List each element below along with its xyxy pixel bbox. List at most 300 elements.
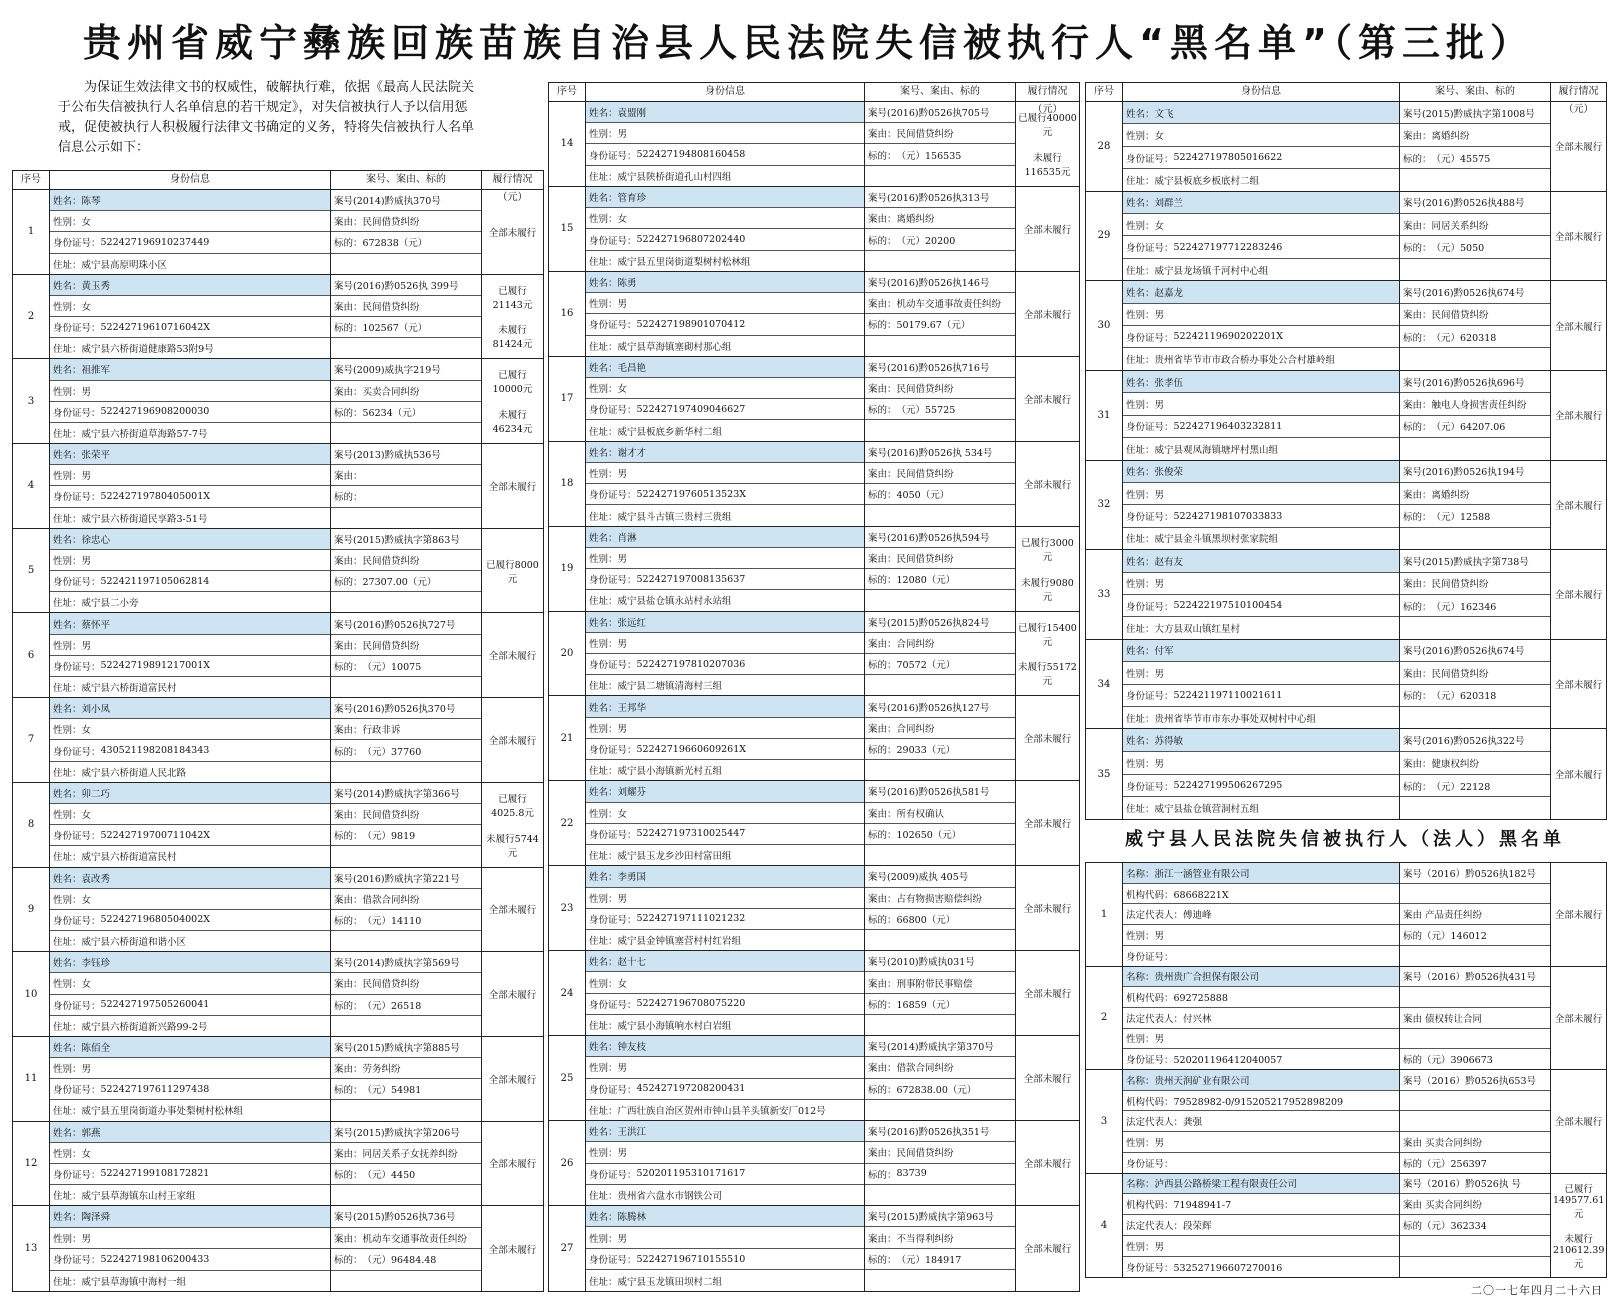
cause-value: 同居关系子女抚养纠纷	[362, 1148, 458, 1160]
id-number-field	[50, 571, 330, 592]
gender-value: 女	[1154, 220, 1165, 232]
gender-field	[50, 1228, 330, 1249]
case-cell	[331, 444, 482, 528]
address-label: 住址：	[53, 683, 82, 695]
cause-value: 民间借贷纠纷	[896, 129, 954, 141]
gender-label: 性别：	[53, 1233, 82, 1245]
case-label: 案号	[868, 362, 888, 374]
address-value: 威宁县玉龙乡沙田村富田组	[617, 851, 732, 863]
gender-value: 女	[81, 301, 92, 313]
address-value: 威宁县小海镇新光村五组	[617, 766, 723, 778]
gender-label: 性别：	[589, 1233, 618, 1245]
id-value: 522427196403232811	[1173, 420, 1283, 432]
cause-field	[331, 719, 481, 740]
performance-status: 全部未履行	[488, 1244, 537, 1256]
name-label: 姓名：	[589, 277, 618, 289]
cause-label: 案由：	[334, 386, 363, 398]
id-value: 52242719700711042X	[100, 829, 211, 841]
id-label: 身份证号：	[1126, 332, 1174, 344]
gender-value: 男	[617, 553, 628, 565]
blank-cell	[1400, 438, 1550, 459]
corporate-info-cell	[1123, 967, 1400, 1070]
name-field	[50, 1037, 330, 1058]
performance-cell	[1551, 371, 1606, 460]
table-row	[1086, 640, 1606, 730]
amount-field	[865, 654, 1015, 675]
performance-status: 全部未履行	[1023, 394, 1072, 406]
performance-status: 全部未履行	[1023, 224, 1072, 236]
gender-value: 男	[81, 556, 92, 567]
case-cell	[865, 696, 1016, 780]
row-number: 29	[1086, 192, 1123, 281]
id-value: 522421197105062814	[100, 575, 210, 587]
address-field	[586, 336, 864, 356]
performance-cell	[1551, 729, 1606, 819]
case-number-field	[331, 952, 481, 973]
id-value: 522427196710155510	[636, 1253, 746, 1265]
header-perf: 履行情况（元）	[1558, 86, 1599, 115]
amount-field	[1400, 326, 1550, 348]
performance-status: 已履行10000元	[492, 370, 533, 396]
cause-label: 案由：	[334, 979, 363, 991]
case-value: (2014)黔威执字第370号	[887, 1042, 994, 1054]
table-row	[1086, 729, 1606, 819]
case-label: 案号	[868, 872, 888, 884]
name-label: 姓名：	[53, 704, 82, 716]
gender-value: 男	[617, 723, 628, 735]
name-value: 袁改秀	[81, 873, 111, 885]
case-number-field	[331, 444, 481, 465]
address-field	[1123, 169, 1399, 190]
name-value: 祖推军	[81, 365, 111, 377]
corporate-case-line	[1400, 946, 1550, 966]
id-value: 522427197712283246	[1173, 241, 1283, 253]
performance-status: 全部未履行	[488, 651, 537, 663]
blank-cell	[331, 1271, 481, 1291]
performance-status: 全部未履行	[1554, 411, 1603, 423]
performance-status: 全部未履行	[1554, 1117, 1603, 1129]
address-field	[1123, 528, 1399, 549]
gender-value: 女	[81, 894, 92, 906]
amount-field	[1400, 236, 1550, 258]
amount-value: 16859（元）	[896, 999, 956, 1011]
name-value: 张俊荣	[1154, 467, 1184, 479]
name-value: 肖淋	[617, 532, 637, 544]
amount-label: 标的：	[334, 1169, 363, 1181]
amount-value: （元）20200	[896, 235, 956, 247]
gender-value: 男	[617, 638, 628, 650]
performance-status: 全部未履行	[488, 1074, 537, 1086]
gender-field	[586, 1227, 864, 1248]
gender-label: 性别：	[589, 723, 618, 735]
gender-field	[586, 293, 864, 314]
address-value: 威宁县盐仓镇永站村永站组	[617, 596, 732, 608]
blank-cell	[865, 336, 1015, 356]
id-value: 522427194808160458	[636, 149, 746, 161]
case-value: (2016)黔0526执 399号	[353, 280, 459, 292]
case-label: 案号	[868, 193, 888, 205]
row-number: 4	[1086, 1174, 1123, 1278]
table-row	[549, 1206, 1079, 1291]
name-label: 姓名：	[589, 1127, 618, 1139]
table-row	[13, 359, 543, 444]
case-number-field	[1400, 461, 1550, 483]
name-label: 姓名：	[589, 617, 618, 629]
row-number: 12	[13, 1122, 50, 1206]
blank-cell	[331, 931, 481, 951]
name-label: 姓名：	[53, 958, 82, 970]
gender-label: 性别：	[53, 894, 82, 906]
cause-label: 案由：	[868, 1148, 897, 1160]
list-column-3	[1085, 82, 1607, 820]
name-label: 姓名：	[589, 193, 618, 205]
id-value: 522427196708075220	[636, 998, 746, 1010]
name-field	[586, 442, 864, 463]
gender-value: 女	[617, 808, 628, 820]
blank-cell	[331, 1100, 481, 1120]
case-label: 案号	[1403, 377, 1423, 389]
corporate-case-line: 标的（元）362334	[1400, 1215, 1550, 1236]
case-value: (2016)黔0526执696号	[1422, 377, 1525, 389]
address-field	[1123, 707, 1399, 728]
performance-cell	[1016, 187, 1079, 271]
row-number: 27	[549, 1206, 586, 1291]
address-value: 威宁县六桥街道新兴路99-2号	[81, 1021, 208, 1033]
id-label: 身份证号：	[589, 1084, 637, 1096]
address-field	[1123, 617, 1399, 638]
id-number-field	[50, 317, 330, 338]
cause-field	[865, 972, 1015, 993]
case-value: (2016)黔0526执705号	[887, 108, 990, 120]
cause-label: 案由：	[868, 299, 897, 311]
performance-status: 全部未履行	[1554, 910, 1603, 922]
address-label: 住址：	[589, 851, 618, 863]
cause-field	[331, 211, 481, 232]
row-number: 5	[13, 529, 50, 613]
cause-value: 同居关系纠纷	[1431, 220, 1489, 232]
performance-cell	[1551, 281, 1606, 370]
corporate-info-line: 性别：男	[1123, 925, 1399, 946]
cause-value: 机动车交通事故责任纠纷	[896, 299, 1002, 311]
id-label: 身份证号：	[589, 150, 637, 162]
name-value: 徐忠心	[81, 534, 111, 546]
blank-cell	[865, 1100, 1015, 1120]
name-label: 姓名：	[53, 365, 82, 377]
id-label: 身份证号：	[589, 490, 637, 502]
case-label: 案号	[868, 1042, 888, 1054]
performance-status: 全部未履行	[1023, 989, 1072, 1001]
case-cell	[1400, 371, 1551, 460]
case-label: 案号	[868, 957, 888, 969]
case-label: 案号	[334, 196, 354, 208]
cause-value: 民间借贷纠纷	[896, 469, 954, 481]
amount-label: 标的：	[1403, 512, 1432, 524]
corporate-row	[1086, 1174, 1606, 1278]
performance-status: 未履行46234元	[492, 410, 533, 436]
id-number-field	[50, 1249, 330, 1270]
case-cell	[331, 783, 482, 867]
id-value: 522427196807202440	[636, 234, 746, 245]
identity-cell	[50, 275, 331, 359]
case-value: (2013)黔威执536号	[353, 450, 441, 462]
cause-field	[865, 548, 1015, 569]
address-value: 威宁县高原明珠小区	[81, 259, 168, 271]
case-number-field	[865, 357, 1015, 378]
id-number-field	[1123, 326, 1399, 348]
name-label: 姓名：	[1126, 198, 1155, 210]
address-field	[586, 845, 864, 865]
case-number-field	[331, 698, 481, 719]
case-number-field	[865, 442, 1015, 463]
address-value: 贵州省六盘水市钢铁公司	[617, 1190, 723, 1202]
case-number-field	[331, 1206, 481, 1227]
id-value: 520201195310171617	[636, 1168, 746, 1180]
row-number: 4	[13, 444, 50, 528]
address-field	[50, 338, 330, 358]
cause-label: 案由：	[868, 469, 897, 481]
performance-cell	[482, 275, 543, 359]
case-value: (2016)黔0526执674号	[1422, 287, 1525, 299]
address-label: 住址：	[53, 513, 82, 525]
name-value: 付军	[1154, 646, 1174, 658]
cause-value: 占有物损害赔偿纠纷	[896, 893, 983, 905]
case-value: (2014)黔威执字第569号	[353, 958, 460, 970]
id-label: 身份证号：	[53, 492, 101, 504]
address-label: 住址：	[589, 681, 618, 693]
row-number: 31	[1086, 371, 1123, 460]
name-field	[1123, 281, 1399, 303]
id-number-field	[1123, 236, 1399, 258]
cause-value: 借款合同纠纷	[896, 1063, 954, 1075]
address-value: 威宁县草海镇东山村王家组	[81, 1191, 196, 1203]
row-number: 35	[1086, 729, 1123, 819]
amount-label: 标的：	[334, 492, 363, 504]
case-number-field	[865, 272, 1015, 293]
amount-label: 标的：	[1403, 153, 1432, 165]
address-label: 住址：	[1126, 355, 1155, 367]
name-value: 黄玉秀	[81, 280, 111, 292]
case-cell	[865, 1206, 1016, 1291]
table-row	[549, 781, 1079, 866]
blank-cell	[865, 760, 1015, 780]
gender-value: 女	[617, 214, 628, 226]
case-value: (2015)黔0526执736号	[353, 1212, 456, 1224]
performance-status: 全部未履行	[1023, 479, 1072, 491]
address-value: 威宁县六桥街道和谐小区	[81, 937, 187, 949]
case-label: 案号	[1403, 287, 1423, 299]
address-label: 住址：	[53, 767, 82, 779]
address-value: 威宁县五里岗街道梨树村松林组	[617, 256, 751, 268]
cause-label: 案由：	[1403, 310, 1432, 322]
amount-value: 102650（元）	[896, 829, 962, 841]
amount-field	[1400, 595, 1550, 617]
gender-label: 性别：	[1126, 758, 1155, 770]
cause-label: 案由：	[334, 1064, 363, 1076]
amount-label: 标的：	[334, 1255, 363, 1267]
address-label: 住址：	[1126, 534, 1155, 546]
cause-field	[865, 293, 1015, 314]
case-cell	[865, 866, 1016, 950]
list-column-1	[12, 170, 544, 1292]
header-case: 案号、案由、标的	[331, 171, 482, 189]
gender-value: 女	[81, 979, 92, 991]
case-value: (2016)黔0526执581号	[887, 787, 990, 799]
cause-label: 案由：	[1403, 668, 1432, 680]
id-value: 522427197409046627	[636, 403, 746, 415]
gender-value: 女	[81, 725, 92, 737]
address-value: 威宁县斗古镇三贵村三贵组	[617, 511, 732, 523]
id-label: 身份证号：	[589, 660, 637, 672]
case-value: (2016)黔0526执594号	[887, 532, 990, 544]
case-value: (2015)黔威执字第206号	[353, 1127, 460, 1139]
gender-field	[586, 1057, 864, 1078]
address-value: 威宁县金斗镇黑坝村张家院组	[1154, 534, 1279, 546]
row-number: 34	[1086, 640, 1123, 729]
name-label: 姓名：	[1126, 108, 1155, 120]
corporate-case-line	[1400, 884, 1550, 905]
identity-cell	[586, 781, 865, 865]
header-id: 身份信息	[586, 83, 865, 101]
id-label: 身份证号：	[1126, 153, 1174, 165]
table-row	[13, 444, 543, 529]
id-number-field	[1123, 147, 1399, 169]
performance-status: 已履行21143元	[492, 285, 533, 311]
gender-label: 性别：	[1126, 310, 1155, 322]
blank-cell	[865, 845, 1015, 865]
gender-label: 性别：	[589, 299, 618, 311]
amount-value: 4050（元）	[896, 490, 950, 502]
performance-cell	[1016, 1206, 1079, 1291]
name-value: 王邦华	[617, 702, 647, 714]
case-number-field	[865, 1036, 1015, 1057]
name-field	[1123, 371, 1399, 393]
amount-value: 70572（元）	[896, 660, 956, 672]
case-value: (2015)黔威执字第738号	[1422, 556, 1529, 568]
cause-value: 民间借贷纠纷	[362, 640, 420, 652]
case-cell	[865, 781, 1016, 865]
id-number-field	[586, 1079, 864, 1100]
cause-label: 案由：	[1403, 131, 1432, 143]
corporate-info-line: 名称：贵州贵广合担保有限公司	[1123, 967, 1399, 988]
performance-cell	[1551, 967, 1606, 1070]
id-value: 52242719610716042X	[100, 321, 211, 333]
id-label: 身份证号：	[1126, 243, 1174, 255]
id-value: 522427198106200433	[100, 1253, 210, 1265]
gender-value: 男	[617, 1148, 628, 1160]
table-row	[13, 1122, 543, 1207]
case-number-field	[331, 275, 481, 296]
amount-field	[865, 399, 1015, 420]
corporate-case-line: 案由 产品责任纠纷	[1400, 904, 1550, 925]
id-value: 430521198208184343	[100, 745, 210, 757]
row-number: 24	[549, 951, 586, 1035]
amount-value: （元）5050	[1431, 243, 1485, 255]
gender-value: 男	[617, 1233, 628, 1245]
performance-status: 全部未履行	[488, 481, 537, 493]
address-label: 住址：	[589, 766, 618, 778]
case-label: 案号	[334, 619, 354, 631]
case-value: (2015)黔威执字第885号	[353, 1042, 460, 1054]
address-value: 威宁县草海镇塞砌村那心组	[617, 341, 732, 353]
gender-label: 性别：	[53, 725, 82, 737]
id-label: 身份证号：	[589, 575, 637, 587]
performance-cell	[1551, 1070, 1606, 1173]
amount-label: 标的：	[868, 660, 897, 672]
row-number: 14	[549, 102, 586, 186]
id-number-field	[586, 314, 864, 335]
cause-field	[331, 1058, 481, 1079]
id-label: 身份证号：	[53, 1085, 101, 1097]
case-cell	[331, 1122, 482, 1206]
corporate-row	[1086, 967, 1606, 1071]
cause-field	[331, 889, 481, 910]
name-label: 姓名：	[53, 1127, 82, 1139]
case-value: (2014)黔威执370号	[353, 196, 441, 208]
gender-field	[586, 378, 864, 399]
amount-value: 83739	[896, 1168, 927, 1180]
identity-cell	[586, 102, 865, 186]
gender-label: 性别：	[589, 978, 618, 990]
identity-cell	[50, 783, 331, 867]
case-cell	[1400, 192, 1551, 281]
cause-label: 案由：	[334, 1233, 363, 1245]
amount-field	[865, 229, 1015, 250]
corporate-info-cell	[1123, 1174, 1400, 1278]
name-field	[1123, 461, 1399, 483]
name-label: 姓名：	[1126, 467, 1155, 479]
amount-value: （元）22128	[1431, 781, 1491, 793]
corporate-case-line	[1400, 1111, 1550, 1132]
address-field	[50, 423, 330, 443]
address-value: 威宁县六桥街道富民村	[81, 852, 177, 864]
address-field	[1123, 797, 1399, 819]
corporate-case-line: 案由 买卖合同纠纷	[1400, 1132, 1550, 1153]
amount-field	[865, 144, 1015, 165]
table-row	[549, 1036, 1079, 1121]
performance-status: 已履行8000元	[486, 559, 539, 585]
page-title: 贵州省威宁彝族回族苗族自治县人民法院失信被执行人“黑名单”（第三批）	[83, 21, 1534, 65]
id-label: 身份证号：	[589, 999, 637, 1011]
name-value: 陈佰全	[81, 1042, 111, 1054]
gender-label: 性别：	[53, 1148, 82, 1160]
row-number: 6	[13, 613, 50, 697]
id-number-field	[50, 1079, 330, 1100]
id-number-field	[50, 656, 330, 677]
case-number-field	[331, 359, 481, 380]
performance-cell	[1016, 1036, 1079, 1120]
row-number: 2	[1086, 967, 1123, 1070]
cause-field	[865, 378, 1015, 399]
gender-field	[50, 804, 330, 825]
gender-value: 男	[617, 893, 628, 905]
cause-value: 民间借贷纠纷	[1431, 310, 1489, 322]
header-no: 序号	[13, 171, 50, 189]
table-row	[13, 698, 543, 783]
performance-status: 已履行15400元	[1018, 622, 1077, 648]
corporate-case-cell	[1400, 1070, 1551, 1173]
blank-cell	[865, 1185, 1015, 1205]
case-number-field	[331, 1122, 481, 1143]
id-label: 身份证号：	[1126, 781, 1174, 793]
table-row	[13, 613, 543, 698]
amount-label: 标的：	[334, 1000, 363, 1012]
corporate-case-line: 案号（2016）黔0526执182号	[1400, 863, 1550, 884]
gender-label: 性别：	[53, 556, 82, 567]
corporate-row	[1086, 1070, 1606, 1174]
gender-value: 女	[81, 1148, 92, 1160]
gender-value: 男	[617, 1063, 628, 1075]
identity-cell	[586, 357, 865, 441]
